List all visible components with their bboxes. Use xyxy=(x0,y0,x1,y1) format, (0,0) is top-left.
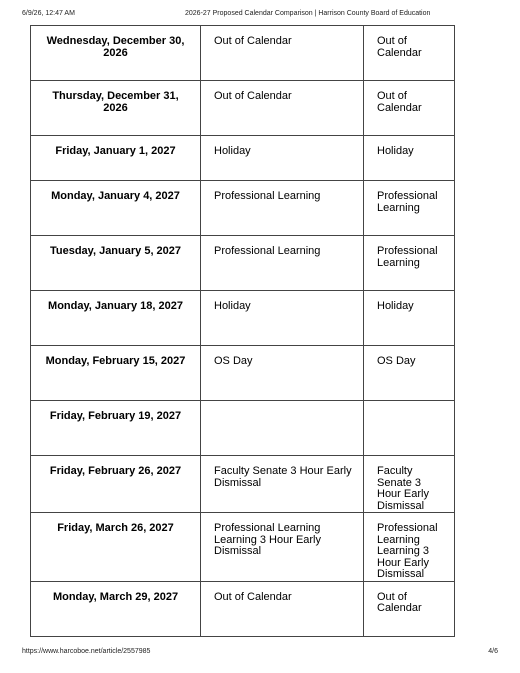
calendar-comparison-table xyxy=(30,25,455,637)
print-header xyxy=(22,10,498,22)
date-cell: Monday, January 18, 2027 xyxy=(31,291,201,346)
option-a-cell: Professional Learning Learning 3 Hour Early Dismissal xyxy=(201,513,364,582)
option-a-cell: Out of Calendar xyxy=(201,81,364,136)
option-b-cell: Out of Calendar xyxy=(364,81,455,136)
option-a-cell: Out of Calendar xyxy=(201,26,364,81)
date-cell: Monday, February 15, 2027 xyxy=(31,346,201,401)
option-a-cell xyxy=(201,401,364,456)
option-b-cell: Faculty Senate 3 Hour Early Dismissal xyxy=(364,456,455,513)
table-row xyxy=(31,136,455,181)
table-row xyxy=(31,456,455,513)
option-b-cell: Professional Learning xyxy=(364,236,455,291)
date-cell: Friday, February 26, 2027 xyxy=(31,456,201,513)
option-b-cell: Holiday xyxy=(364,291,455,346)
option-a-cell: Professional Learning xyxy=(201,236,364,291)
option-a-cell: Faculty Senate 3 Hour Early Dismissal xyxy=(201,456,364,513)
date-cell: Monday, March 29, 2027 xyxy=(31,581,201,636)
option-b-cell: Holiday xyxy=(364,136,455,181)
table-row xyxy=(31,26,455,81)
table-row xyxy=(31,401,455,456)
page-number: 4/6 xyxy=(488,648,498,655)
table-row xyxy=(31,181,455,236)
date-cell: Thursday, December 31, 2026 xyxy=(31,81,201,136)
option-a-cell: Holiday xyxy=(201,136,364,181)
date-cell: Friday, March 26, 2027 xyxy=(31,513,201,582)
table-row xyxy=(31,513,455,582)
option-a-cell: Out of Calendar xyxy=(201,581,364,636)
date-cell: Friday, February 19, 2027 xyxy=(31,401,201,456)
date-cell: Friday, January 1, 2027 xyxy=(31,136,201,181)
option-b-cell: Professional Learning xyxy=(364,181,455,236)
table-row xyxy=(31,291,455,346)
option-b-cell: Out of Calendar xyxy=(364,581,455,636)
option-a-cell: Professional Learning xyxy=(201,181,364,236)
date-cell: Monday, January 4, 2027 xyxy=(31,181,201,236)
page-url: https://www.harcoboe.net/article/2557985 xyxy=(22,648,151,655)
print-datetime: 6/9/26, 12:47 AM xyxy=(22,10,75,17)
print-footer xyxy=(22,648,498,660)
table-row xyxy=(31,236,455,291)
table-row xyxy=(31,581,455,636)
option-b-cell: Out of Calendar xyxy=(364,26,455,81)
option-b-cell xyxy=(364,401,455,456)
date-cell: Tuesday, January 5, 2027 xyxy=(31,236,201,291)
document-title: 2026-27 Proposed Calendar Comparison | Harrison County Board of Education xyxy=(185,10,431,17)
option-b-cell: Professional Learning Learning 3 Hour Early Dismissal xyxy=(364,513,455,582)
option-a-cell: OS Day xyxy=(201,346,364,401)
option-b-cell: OS Day xyxy=(364,346,455,401)
table-row xyxy=(31,346,455,401)
option-a-cell: Holiday xyxy=(201,291,364,346)
table-row xyxy=(31,81,455,136)
date-cell: Wednesday, December 30, 2026 xyxy=(31,26,201,81)
